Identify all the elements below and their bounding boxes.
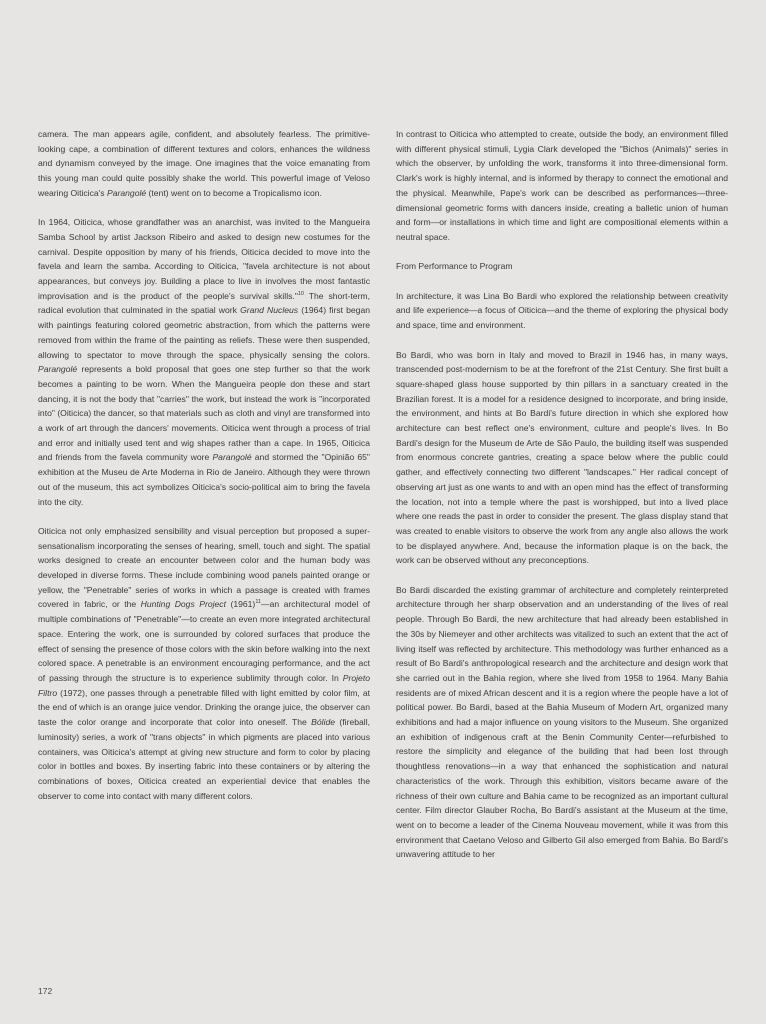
- text-run: (tent) went on to become a Tropicalismo icon.: [146, 187, 322, 198]
- text-run: camera. The man appears agile, confident, and absolutely fearless. The primitive-looking cape, a combination of different textures and colors, enhances the wildness and dynamism conveyed by the image. One imagines that the voice emanating from this young man could quite possibly shake the world. This powerful image of Veloso wearing Oiticica's: [38, 129, 370, 198]
- right-column: [396, 127, 728, 877]
- left-paragraph-2: [38, 215, 370, 509]
- work-title: Parangolé: [38, 364, 78, 375]
- left-column: [38, 127, 370, 818]
- work-title: Grand Nucleus: [240, 305, 299, 316]
- text-run: The short-term, radical evolution that culminated in the spatial work: [38, 290, 370, 316]
- work-title: Hunting Dogs Project: [140, 599, 226, 610]
- text-run: In 1964, Oiticica, whose grandfather was an anarchist, was invited to the Mangueira Samba School by artist Jackson Ribeiro and asked to design new costumes for the carnival. Despite opposition by many of his friends, Oiticica decided to move into the favela and learn the samba. According to Oiticica, "favela architecture is not about appearances, but conveys joy. Building a place to live in involves the most fantastic improvisation and is the product of the people's survival skills.": [38, 217, 370, 301]
- work-title: Projeto Filtro: [38, 672, 370, 698]
- text-run: represents a bold proposal that goes one step further so that the work becomes a painting to be worn. When the Mangueira people don these and start dancing, it is not the body that "carries" the work, but instead the work is "incorporated into" (Oiticica) the dancer, so that materials such as cloth and vinyl are transformed into a work of art through the dancers' movements. Oiticica went through a process of trial and error and initially used tent and wig shapes rather than a cape. In 1965, Oiticica and friends from the favela community wore: [38, 364, 370, 463]
- left-paragraph-3: [38, 524, 370, 803]
- footnote-ref: 10: [297, 290, 304, 297]
- right-paragraph-2: In architecture, it was Lina Bo Bardi who explored the relationship between creativity and life experience—a focus of Oiticica—and the theme of exploring the physical body and space, time and environment.: [396, 290, 728, 331]
- footnote-ref: 11: [255, 599, 262, 606]
- work-title: Parangolé: [106, 187, 147, 198]
- right-paragraph-4: Bo Bardi discarded the existing grammar of architecture and completely reinterpreted architecture through her sharp observation and an understanding of the lives of real people. Through Bo Bardi, the new architecture that had already been established in the 30s by Niemeyer and other architects was vitalized to such an extent that the act of living itself was reflected by architecture. This methodology was further enhanced as a result of Bo Bardi's anthropological research and the architecture and design work that she carried out in the Bahia region, where she lived from 1958 to 1964. Many Bahia residents are of mixed African descent and it is a region where the people have a lot of political power. Bo Bardi, based at the Bahia Museum of Modern Art, organized many exhibitions and had a major influence on young visitors to the Museum. She organized an exhibition of indigenous craft at the Benin Community Center—refurbished to restore the simplicity and elegance of the building that had been lost through thoughtless renovations—in a way that enhanced the sophistication and natural characteristics of the work. Through this exhibition, visitors became aware of the richness of their own culture and Bahia came to be recognized as an important cultural center. Film director Glauber Rocha, Bo Bardi's assistant at the Museum at the time, went on to become a leader of the Cinema Nouveau movement, while it was from this environment that Caetano Veloso and Gilberto Gil also emerged from Bahia. Bo Bardi's unwavering attitude to her: [396, 584, 728, 860]
- page-number: 172: [38, 986, 53, 996]
- text-run: (1972), one passes through a penetrable filled with light emitted by color film, at the end of which is an orange juice vendor. Drinking the orange juice, the observer can taste the color orange and incorporate that color into oneself. The: [38, 687, 370, 728]
- text-run: (fireball, luminosity) series, a work of "trans objects" in which pigments are placed into various containers, was Oiticica's attempt at giving new structure and form to color by placing color in bottles and boxes. By inserting fabric into these containers or by altering the combinations of boxes, Oiticica created an experiential device that enables the observer to come into contact with many different colors.: [38, 717, 371, 801]
- right-paragraph-3: Bo Bardi, who was born in Italy and moved to Brazil in 1946 has, in many ways, transcended post-modernism to be at the forefront of the 21st Century. She first built a square-shaped glass house supported by thin pillars in a sanctuary created in the Brazilian forest. It is a model for a residence designed to incorporate, and bring inside, the environment, and hints at Bo Bardi's future direction in which she explored how architecture can best reflect one's environment, culture and people's lives. In Bo Bardi's design for the Museum de Arte de São Paulo, the building itself was suspended from enormous concrete gantries, creating a space below where the public could gather, and effectively connecting two different "landscapes." Her radical concept of observing art just as one wants to and with an open mind has the effect of transforming the location, not into a temple where the past is worshipped, but into a lived place where one reads the past in order to consider the present. The glass display stand that was created to enable visitors to observe the work from any angle also allows the work to be displayed anywhere. And, because the information plaque is on the back, the work can be observed without any preconceptions.: [396, 349, 728, 566]
- text-run: (1964) first began with paintings featuring colored geometric abstraction, from which the patterns were removed from within the frame of the painting as reliefs. These were then suspended, allowing to spectator to move through the space, physically sensing the colors.: [38, 305, 370, 360]
- text-run: and stormed the "Opinião 65" exhibition at the Museu de Arte Moderna in Rio de Janeiro. Although they were thrown out of the museum, this act symbolizes Oiticica's socio-political aim to bring the favela into the city.: [38, 452, 370, 507]
- text-run: —an architectural model of multiple combinations of "Penetrable"—to create an even more integrated architectural space. Entering the work, one is surrounded by colored surfaces that produce the effect of sensing the presence of those colors with the skin before walking into the next colored space. A penetrable is an environment encouraging performance, and the act of passing through the structure is to experience sublimity through color. In: [38, 599, 370, 683]
- section-heading: From Performance to Program: [396, 261, 513, 272]
- work-title: Bólide: [311, 717, 336, 728]
- work-title: Parangolé: [212, 452, 252, 463]
- text-run: Oiticica not only emphasized sensibility and visual perception but proposed a super-sensationalism incorporating the senses of hearing, smell, touch and sight. The spatial works designed to create an encounter between color and the human body was developed in diverse forms. These include combining wood panels painted orange or yellow, the "Penetrable" series of works in which a passage is created with frames covered in fabric, or the: [38, 525, 370, 610]
- left-paragraph-1: [38, 127, 370, 201]
- right-paragraph-1: In contrast to Oiticica who attempted to create, outside the body, an environment filled with different physical stimuli, Lygia Clark developed the "Bichos (Animals)" series in which the observer, by unfolding the work, transforms it into three-dimensional form. Clark's work is highly internal, and is informed by therapy to connect the emotional and the physical. Meanwhile, Pape's work can be described as performances—three-dimensional geometric forms with dancers inside, creating a balletic union of human and form—or installations in which time and light are compositional elements within a neutral space.: [396, 129, 728, 242]
- text-run: (1961): [225, 599, 256, 610]
